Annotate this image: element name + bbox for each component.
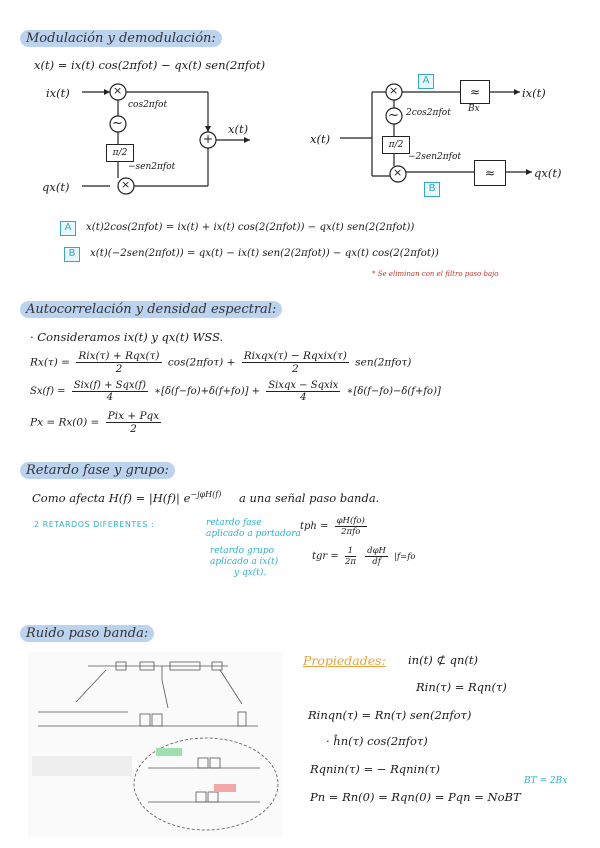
equation-b: x(t)(−2sen(2πfot)) = qx(t) − ix(t) sen(2(2πfot)) − qx(t) cos(2(2πfot)) [90, 248, 439, 259]
tf-text: Como afecta H(f) = |H(f)| e [32, 490, 191, 505]
bandpass-noise-figure [28, 652, 283, 837]
tf-exponent: −jφH(f) [190, 490, 222, 499]
prop-crosscorr-antisym: Rqnin(τ) = − Rqnin(τ) [310, 762, 440, 776]
tph-lhs: tph = [300, 521, 329, 532]
rx-lhs: Rx(τ) = [30, 356, 70, 369]
phase-shift-block: π/2 [106, 144, 134, 162]
group-delay-desc2: y qx(t). [234, 568, 267, 578]
eq-a-badge: A [60, 221, 76, 236]
equation-a: x(t)2cos(2πfot) = ix(t) + ix(t) cos(2(2πfot)) − qx(t) sen(2(2πfot)) [86, 222, 415, 233]
prop-hilbert-term: · ĥn(τ) cos(2πfoτ) [326, 734, 428, 748]
tph-num: φH(fo) [336, 516, 365, 526]
sx-den2: 4 [300, 392, 307, 403]
section-title-ruido: Ruido paso banda: [20, 625, 154, 642]
bandwidth-label: Bx [468, 104, 480, 114]
tag-b-badge: B [424, 182, 440, 197]
filter-note: * Se eliminan con el filtro paso bajo [372, 270, 499, 278]
multiplier-icon: × [113, 84, 123, 97]
rx-multiplier-i-icon: × [389, 84, 399, 97]
properties-heading: Propiedades: [303, 653, 386, 668]
tgr-eval: |f=fo [394, 552, 416, 562]
tgr-num: 1 [345, 546, 356, 557]
prop-autocorr-equal: Rin(τ) = Rqn(τ) [416, 680, 507, 694]
phase-delay-title: retardo fase [206, 518, 262, 528]
prop-noise-power: Pn = Rn(0) = Rqn(0) = Pqn = NoBT [310, 790, 521, 804]
lowpass-filter-i-icon: ≈ [460, 80, 490, 104]
group-delay-formula [312, 546, 416, 567]
input-q-label: qx(t) [42, 180, 70, 194]
rx-input-label: x(t) [310, 132, 331, 146]
tgr-lhs: tgr = [312, 551, 339, 562]
group-delay-note [210, 546, 278, 579]
input-i-label: ix(t) [46, 86, 70, 100]
output-q-label: qx(t) [534, 166, 562, 180]
rx-sen-label: −2sen2πfot [408, 152, 462, 162]
sx-num1: Six(f) + Sqx(f) [73, 380, 147, 391]
px-lhs: Px = Rx(0) = [30, 416, 100, 429]
section-title-autocorrelacion: Autocorrelación y densidad espectral: [20, 301, 282, 318]
sx-lhs: Sx(f) = [30, 386, 66, 397]
rx-den2: 2 [291, 363, 299, 375]
prop-crosscorr: Rinqn(τ) = Rn(τ) sen(2πfoτ) [308, 708, 472, 722]
cos-carrier-label: cos2πfot [128, 100, 168, 110]
tf-tail: a una señal paso banda. [239, 490, 380, 505]
output-i-label: ix(t) [522, 86, 546, 100]
phase-delay-desc: aplicado a portadora [206, 529, 301, 539]
modulation-equation: x(t) = ix(t) cos(2πfot) − qx(t) sen(2πfot) [34, 58, 266, 72]
autocorrelation-equation [30, 350, 411, 375]
group-delay-title: retardo grupo [210, 546, 274, 556]
rx-num1: Rix(τ) + Rqx(τ) [78, 350, 160, 362]
tag-a-badge: A [418, 74, 434, 89]
phase-delay-formula [300, 516, 370, 537]
rx-term1: cos(2πfoτ) + [167, 356, 236, 369]
phase-delay-note [206, 518, 301, 540]
section-title-modulacion: Modulación y demodulación: [20, 30, 222, 47]
sx-term1: ∗[δ(f−fo)+δ(f+fo)] + [154, 386, 261, 397]
wss-assumption: · Consideramos ix(t) y qx(t) WSS. [30, 330, 224, 344]
multiplier-q-icon: × [121, 178, 131, 191]
tgr-num2: dφH [367, 546, 386, 556]
transfer-function-line [32, 490, 379, 505]
rx-multiplier-q-icon: × [393, 166, 403, 179]
oscillator-icon: ~ [112, 116, 123, 131]
eq-b-badge: B [64, 247, 80, 262]
two-delays-label: 2 RETARDOS DIFERENTES : [34, 520, 155, 529]
rx-term2: sen(2πfoτ) [355, 356, 412, 369]
tph-den: 2πfo [341, 527, 361, 537]
sen-carrier-label: −sen2πfot [128, 162, 176, 172]
sx-term2: ∗[δ(f−fo)−δ(f+fo)] [346, 386, 441, 397]
lowpass-filter-q-icon: ≈ [474, 160, 506, 186]
rx-num2: Rixqx(τ) − Rqxix(τ) [243, 350, 347, 362]
px-num: Pix + Pqx [107, 410, 160, 422]
sx-num2: Sixqx − Sqxix [268, 380, 339, 391]
power-equation [30, 410, 164, 435]
group-delay-desc: aplicado a ix(t) [210, 557, 279, 567]
tgr-den2: df [372, 557, 381, 567]
rx-phase-shift-block: π/2 [382, 136, 410, 154]
rx-den1: 2 [115, 363, 123, 375]
px-den: 2 [130, 423, 137, 435]
noise-diagram-svg [28, 652, 283, 837]
bandwidth-note: BT = 2Bx [524, 776, 568, 786]
sx-den1: 4 [106, 392, 114, 403]
section-title-retardo: Retardo fase y grupo: [20, 462, 175, 479]
prop-uncorrelated: in(t) ⊄ qn(t) [408, 653, 478, 667]
rx-oscillator-icon: ~ [388, 108, 399, 123]
tgr-den: 2π [344, 557, 356, 567]
psd-equation [30, 380, 441, 403]
adder-icon: + [203, 132, 214, 146]
rx-cos-label: 2cos2πfot [406, 108, 451, 118]
output-x-label: x(t) [228, 122, 249, 136]
